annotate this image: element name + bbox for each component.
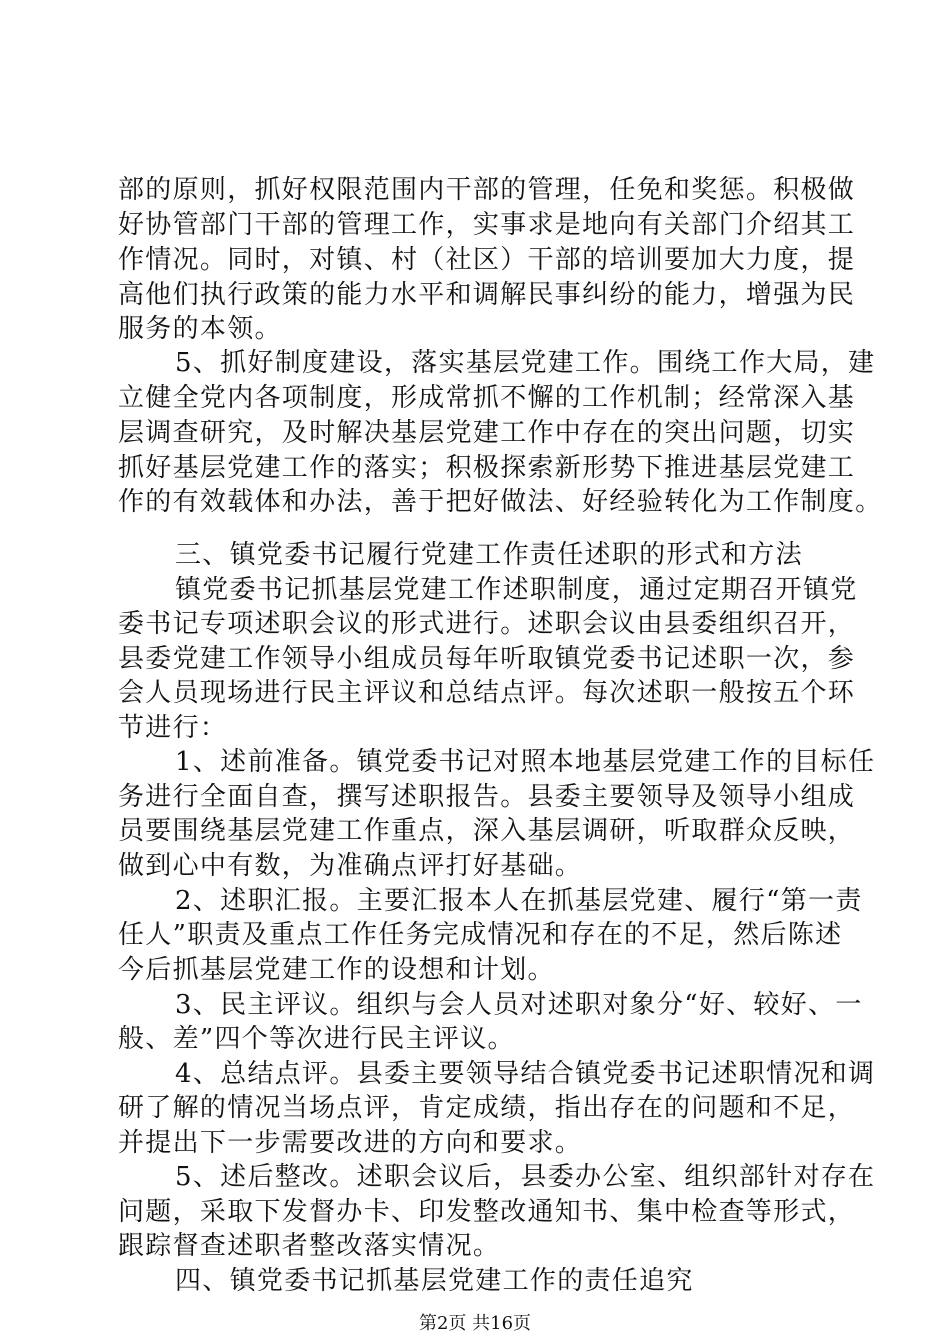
paragraph-line: 员要围绕基层党建工作重点，深入基层调研，听取群众反映， (118, 816, 856, 846)
paragraph-line: 1、述前准备。镇党委书记对照本地基层党建工作的目标任 (175, 747, 876, 777)
paragraph-line: 委书记专项述职会议的形式进行。述职会议由县委组织召开， (118, 609, 856, 639)
section-heading: 四、镇党委书记抓基层党建工作的责任追究 (175, 1266, 694, 1296)
paragraph-line: 务进行全面自查，撰写述职报告。县委主要领导及领导小组成 (118, 782, 856, 812)
paragraph-line: 跟踪督查述职者整改落实情况。 (118, 1231, 501, 1261)
paragraph-line: 并提出下一步需要改进的方向和要求。 (118, 1128, 583, 1158)
paragraph-line: 5、述后整改。述职会议后，县委办公室、组织部针对存在 (175, 1162, 876, 1192)
paragraph-line: 立健全党内各项制度，形成常抓不懈的工作机制；经常深入基 (118, 383, 856, 413)
paragraph-line: 部的原则，抓好权限范围内干部的管理，任免和奖惩。积极做 (118, 175, 856, 205)
paragraph-line: 般、差”四个等次进行民主评议。 (118, 1024, 515, 1054)
paragraph-line: 节进行： (118, 713, 228, 743)
paragraph-line: 镇党委书记抓基层党建工作述职制度，通过定期召开镇党 (175, 575, 858, 605)
page-footer: 第2页 共16页 (418, 1313, 532, 1334)
paragraph-line: 今后抓基层党建工作的设想和计划。 (118, 955, 555, 985)
paragraph-line: 抓好基层党建工作的落实；积极探索新形势下推进基层党建工 (118, 453, 856, 483)
paragraph-line: 县委党建工作领导小组成员每年听取镇党委书记述职一次，参 (118, 644, 856, 674)
paragraph-line: 做到心中有数，为准确点评打好基础。 (118, 851, 583, 881)
paragraph-line: 好协管部门干部的管理工作，实事求是地向有关部门介绍其工 (118, 210, 856, 240)
paragraph-line: 5、抓好制度建设，落实基层党建工作。围绕工作大局，建 (175, 348, 876, 378)
paragraph-line: 研了解的情况当场点评，肯定成绩，指出存在的问题和不足， (118, 1093, 856, 1123)
section-heading: 三、镇党委书记履行党建工作责任述职的形式和方法 (175, 540, 803, 570)
paragraph-line: 服务的本领。 (118, 314, 282, 344)
paragraph-line: 作情况。同时，对镇、村（社区）干部的培训要加大力度，提 (118, 245, 856, 275)
paragraph-line: 4、总结点评。县委主要领导结合镇党委书记述职情况和调 (175, 1059, 876, 1089)
paragraph-line: 任人”职责及重点工作任务完成情况和存在的不足，然后陈述 (118, 920, 843, 950)
paragraph-line: 问题，采取下发督办卡、印发整改通知书、集中检查等形式， (118, 1197, 856, 1227)
paragraph-line: 3、民主评议。组织与会人员对述职对象分“好、较好、一 (175, 990, 863, 1020)
paragraph-line: 层调查研究，及时解决基层党建工作中存在的突出问题，切实 (118, 418, 856, 448)
paragraph-line: 会人员现场进行民主评议和总结点评。每次述职一般按五个环 (118, 678, 856, 708)
paragraph-line: 作的有效载体和办法，善于把好做法、好经验转化为工作制度。 (118, 487, 883, 517)
paragraph-line: 2、述职汇报。主要汇报本人在抓基层党建、履行“第一责 (175, 886, 863, 916)
paragraph-line: 高他们执行政策的能力水平和调解民事纠纷的能力，增强为民 (118, 280, 856, 310)
